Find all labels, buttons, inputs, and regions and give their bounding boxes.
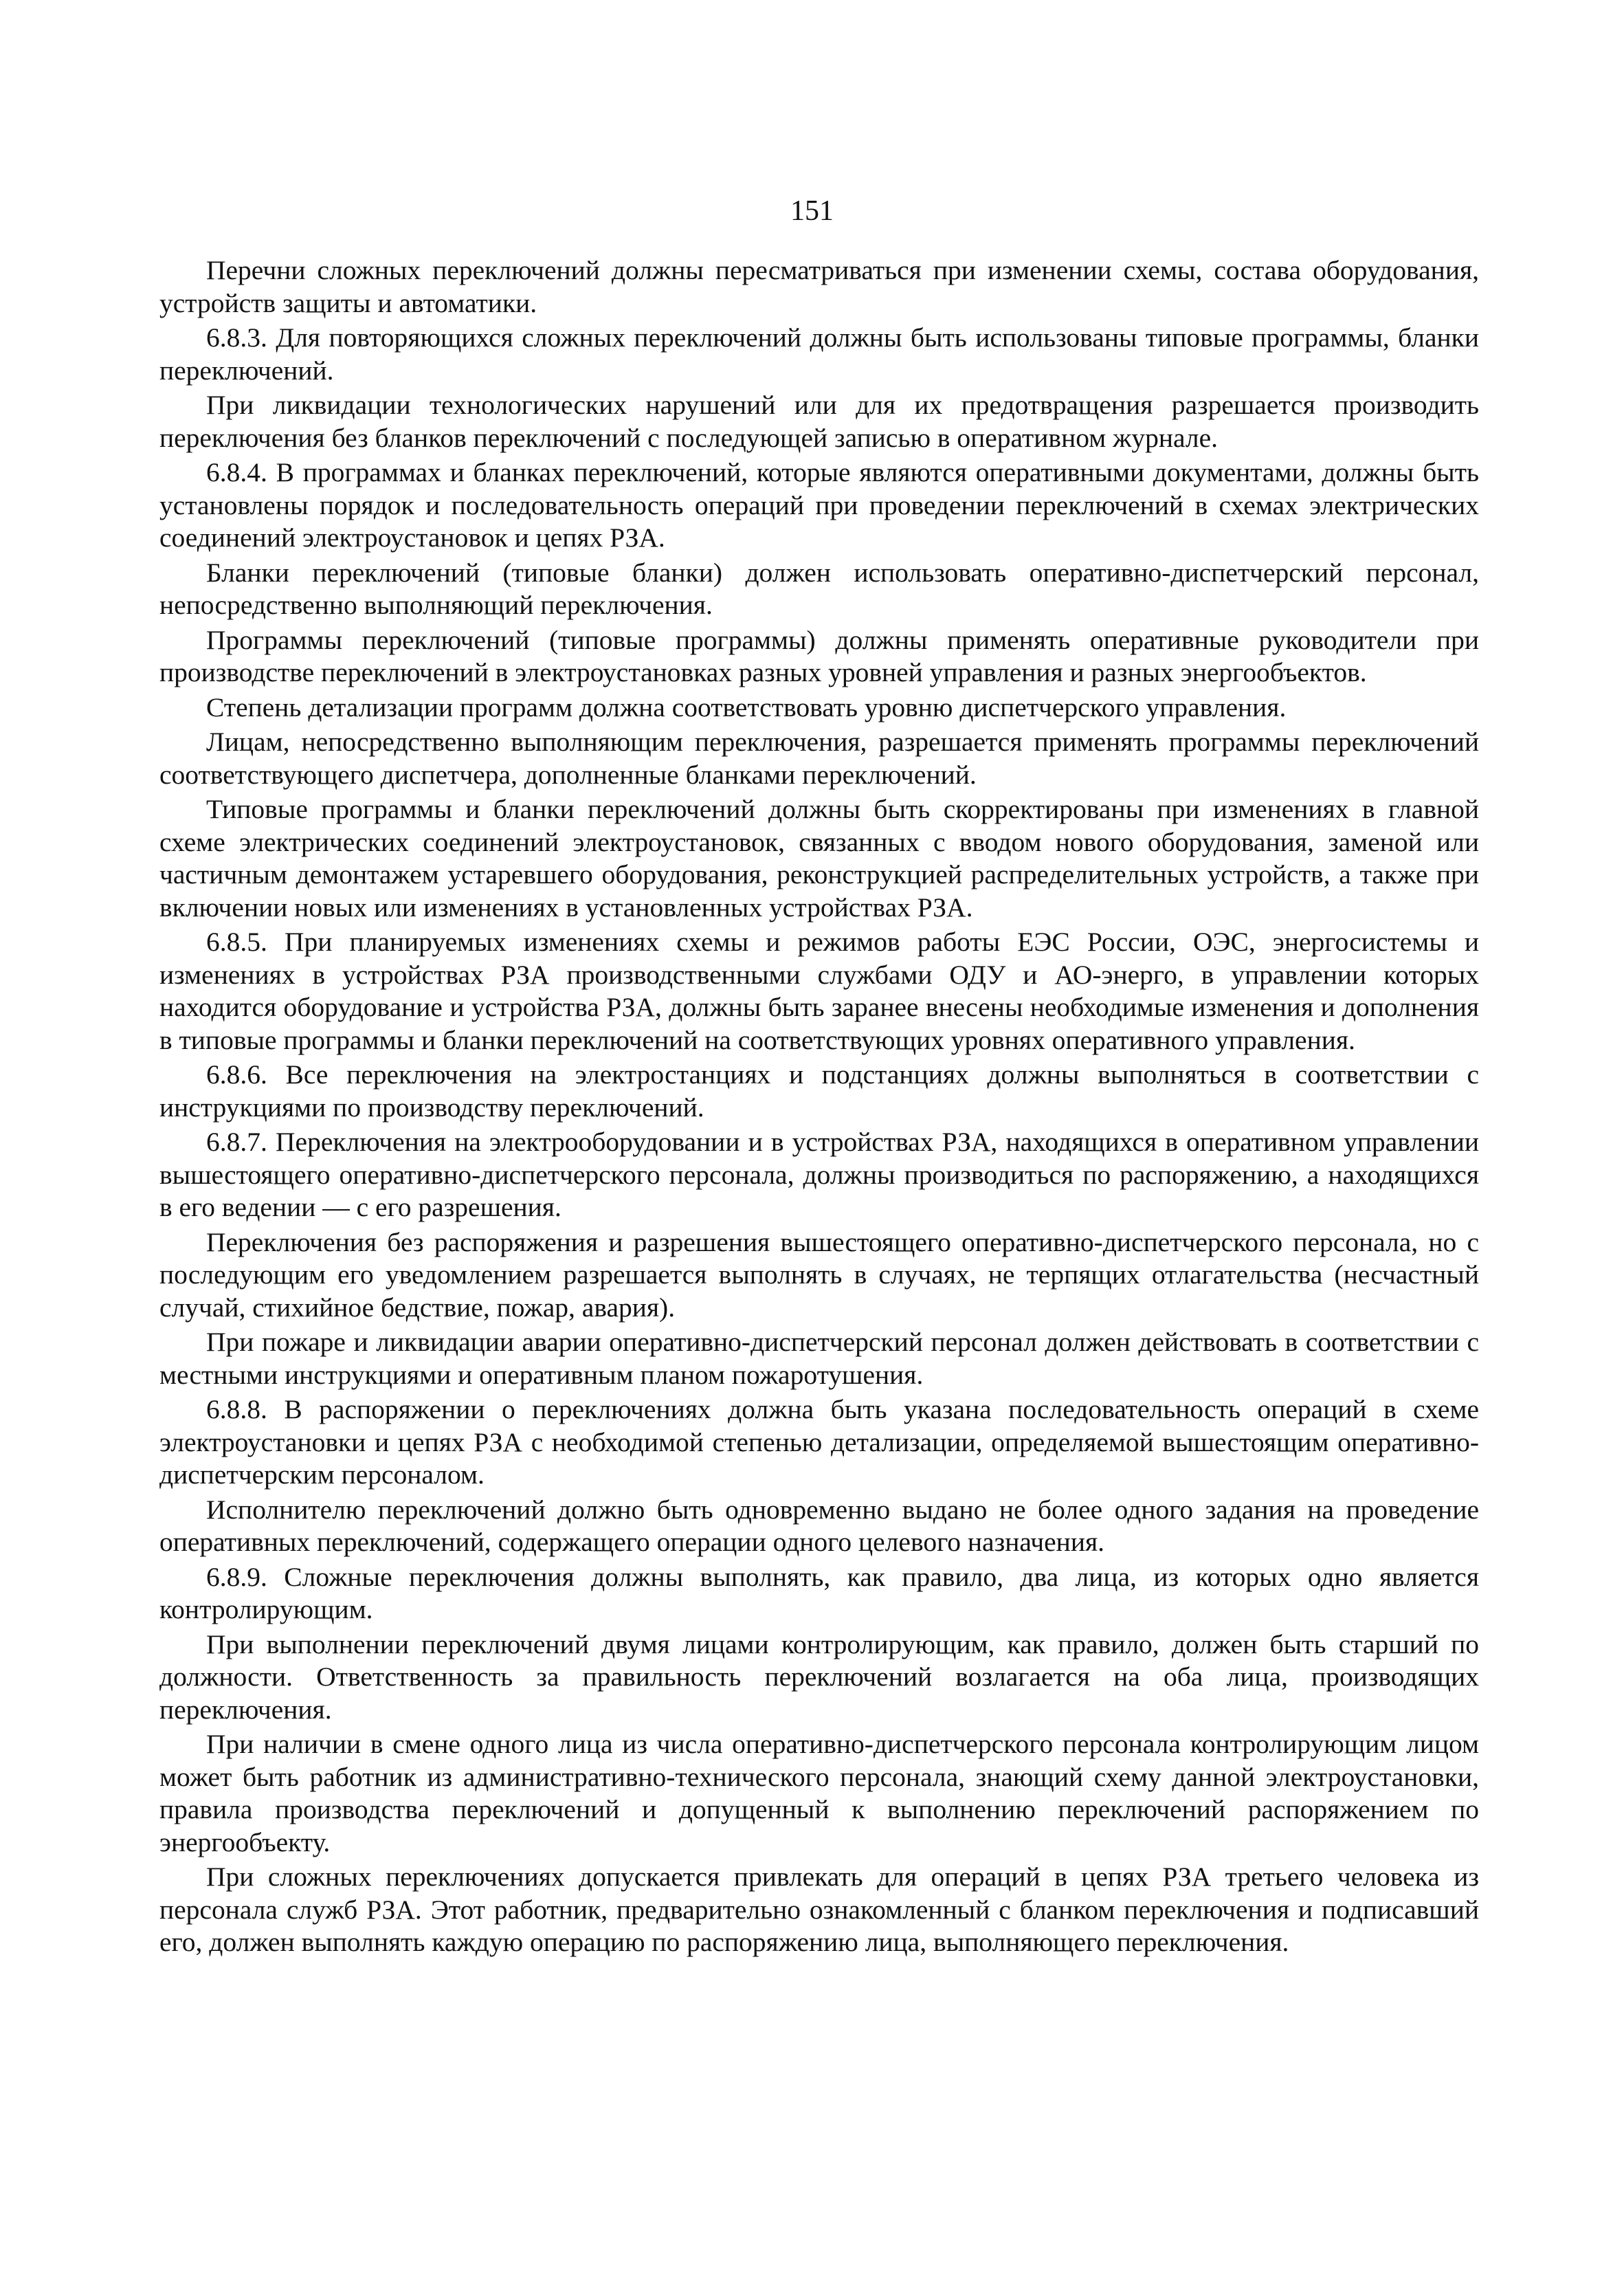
paragraph: 6.8.6. Все переключения на электростанциях и подстанциях должны выполняться в соответствии с инструкциями по производству переключений.	[159, 1059, 1479, 1123]
paragraph: Лицам, непосредственно выполняющим переключения, разрешается применять программы переключений соответствующего диспетчера, дополненные бланками переключений.	[159, 727, 1479, 790]
paragraph: Степень детализации программ должна соответствовать уровню диспетчерского управления.	[206, 692, 1287, 722]
paragraph: 6.8.4. В программах и бланках переключений, которые являются оперативными документами, должны быть установлены порядок и последовательность операций при проведении переключений в схемах электрических соединений электроустановок и цепях РЗА.	[159, 457, 1479, 553]
paragraph: Переключения без распоряжения и разрешения вышестоящего оперативно-диспетчерского персонала, но с последующим его уведомлением разрешается выполнять в случаях, не терпящих отлагательства (несчастный случай, стихийное бедствие, пожар, авария).	[159, 1226, 1479, 1323]
page-number: 151	[790, 195, 834, 227]
paragraph: При выполнении переключений двумя лицами контролирующим, как правило, должен быть старший по должности. Ответственность за правильность переключений возлагается на оба лица, производящих переключения.	[159, 1629, 1479, 1725]
paragraph: 6.8.3. Для повторяющихся сложных переключений должны быть использованы типовые программы, бланки переключений.	[159, 322, 1479, 386]
paragraph: 6.8.9. Сложные переключения должны выполнять, как правило, два лица, из которых одно является контролирующим.	[159, 1561, 1479, 1624]
paragraph: Бланки переключений (типовые бланки) должен использовать оперативно-диспетчерский персонал, непосредственно выполняющий переключения.	[159, 557, 1479, 620]
paragraph: При сложных переключениях допускается привлекать для операций в цепях РЗА третьего человека из персонала служб РЗА. Этот работник, предварительно ознакомленный с бланком переключения и подписавший его, должен выполнять каждую операцию по распоряжению лица, выполняющего переключения.	[159, 1862, 1479, 1957]
body-text	[159, 254, 1479, 1961]
paragraph: 6.8.8. В распоряжении о переключениях должна быть указана последовательность операций в схеме электроустановки и цепях РЗА с необходимой степенью детализации, определяемой вышестоящим оперативно-диспетчерским персоналом.	[159, 1394, 1479, 1490]
paragraph: Программы переключений (типовые программы) должны применять оперативные руководители при производстве переключений в электроустановках разных уровней управления и разных энергообъектов.	[159, 624, 1479, 687]
paragraph: 6.8.7. Переключения на электрооборудовании и в устройствах РЗА, находящихся в оперативном управлении вышестоящего оперативно-диспетчерского персонала, должны производиться по распоряжению, а находящихся в его ведении — с его разрешения.	[159, 1127, 1479, 1222]
paragraph: Исполнителю переключений должно быть одновременно выдано не более одного задания на проведение оперативных переключений, содержащего операции одного целевого назначения.	[159, 1494, 1479, 1557]
paragraph: Перечни сложных переключений должны пересматриваться при изменении схемы, состава оборудования, устройств защиты и автоматики.	[159, 255, 1479, 318]
paragraph: При пожаре и ликвидации аварии оперативно-диспетчерский персонал должен действовать в соответствии с местными инструкциями и оперативным планом пожаротушения.	[159, 1327, 1479, 1390]
paragraph: 6.8.5. При планируемых изменениях схемы и режимов работы ЕЭС России, ОЭС, энергосистемы и изменениях в устройствах РЗА производственными службами ОДУ и АО-энерго, в управлении которых находится оборудование и устройства РЗА, должны быть заранее внесены необходимые изменения и дополнения в типовые программы и бланки переключений на соответствующих уровнях оперативного управления.	[159, 927, 1479, 1055]
paragraph: Типовые программы и бланки переключений должны быть скорректированы при изменениях в главной схеме электрических соединений электроустановок, связанных с вводом нового оборудования, заменой или частичным демонтажем устаревшего оборудования, реконструкцией распределительных устройств, а также при включении новых или изменениях в установленных устройствах РЗА.	[159, 794, 1479, 923]
paragraph: При наличии в смене одного лица из числа оперативно-диспетчерского персонала контролирующим лицом может быть работник из административно-технического персонала, знающий схему данной электроустановки, правила производства переключений и допущенный к выполнению переключений распоряжением по энергообъекту.	[159, 1729, 1479, 1857]
paragraph: При ликвидации технологических нарушений или для их предотвращения разрешается производить переключения без бланков переключений с последующей записью в оперативном журнале.	[159, 390, 1479, 453]
